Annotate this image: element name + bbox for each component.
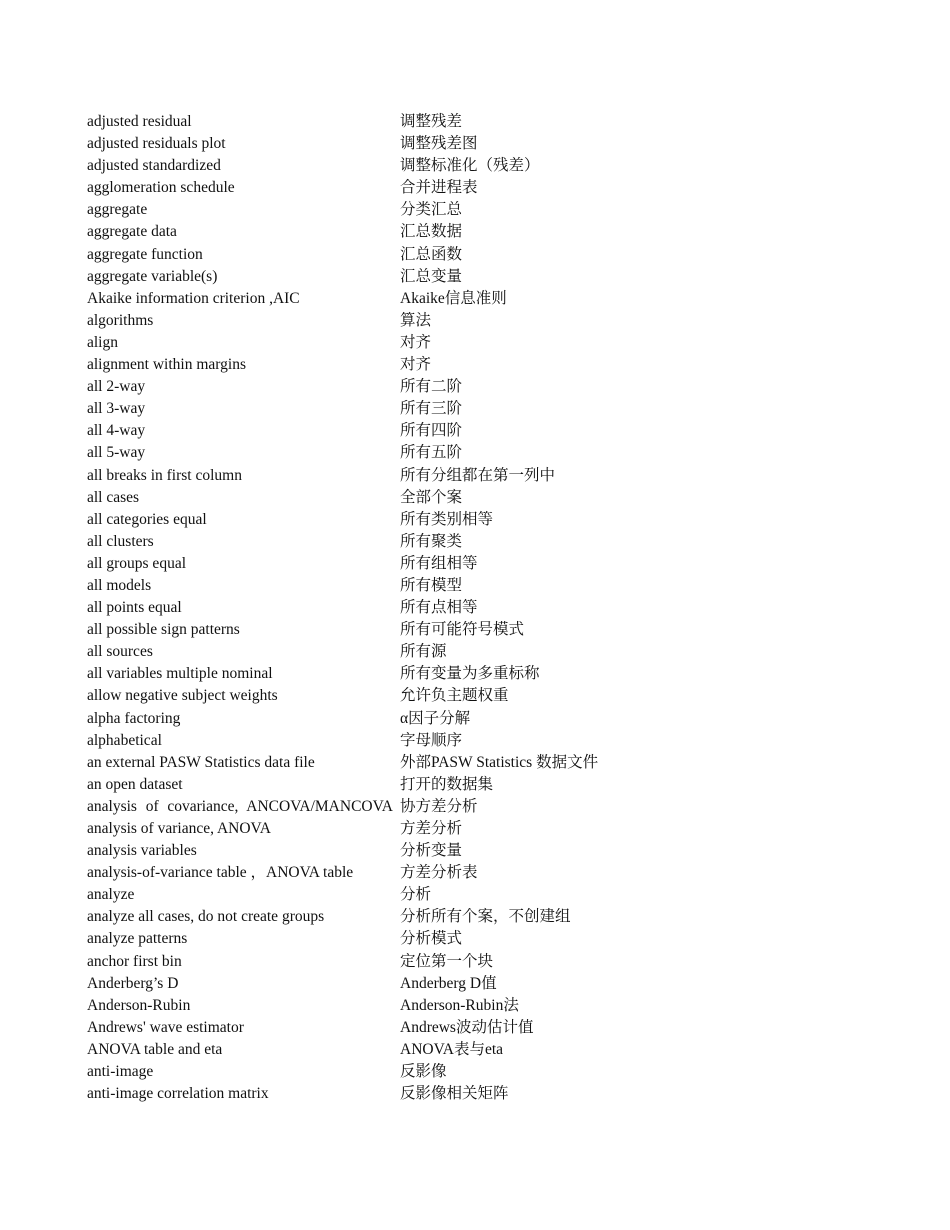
chinese-term: 反影像相关矩阵 <box>400 1085 509 1103</box>
english-term: Anderberg’s D <box>87 974 179 992</box>
english-term: all 4-way <box>87 422 146 440</box>
english-term: adjusted residual <box>87 113 192 130</box>
english-term: analyze patterns <box>87 930 188 948</box>
english-term: an external PASW Statistics data file <box>87 753 315 771</box>
glossary-row <box>87 752 647 774</box>
glossary-row <box>87 685 647 707</box>
english-term: anti-image correlation matrix <box>87 1085 269 1103</box>
english-term: aggregate data <box>87 223 177 241</box>
glossary-row <box>87 796 647 818</box>
glossary-row <box>87 244 647 266</box>
glossary-row <box>87 442 647 464</box>
chinese-term: 所有三阶 <box>400 400 463 418</box>
chinese-term: 所有模型 <box>400 576 463 594</box>
glossary-row <box>87 310 647 332</box>
chinese-term: 汇总函数 <box>400 245 463 263</box>
chinese-term: 所有变量为多重标称 <box>400 665 540 683</box>
english-term: analyze <box>87 886 135 904</box>
chinese-term: 协方差分析 <box>400 797 478 815</box>
english-term: align <box>87 333 118 351</box>
glossary-row <box>87 619 647 641</box>
chinese-term: 全部个案 <box>400 488 463 506</box>
chinese-term: ANOVA表与eta <box>400 1040 504 1058</box>
glossary-row <box>87 487 647 509</box>
english-term: all breaks in first column <box>87 466 242 484</box>
chinese-term: 所有五阶 <box>400 444 463 462</box>
english-term: Akaike information criterion ,AIC <box>87 289 300 307</box>
chinese-term: Andrews波动估计值 <box>400 1018 534 1036</box>
glossary-row <box>87 1083 647 1105</box>
english-term: ANOVA table and eta <box>87 1040 223 1058</box>
chinese-term: Anderberg D值 <box>400 974 497 992</box>
glossary-row <box>87 818 647 840</box>
glossary-row <box>87 221 647 243</box>
english-term: all possible sign patterns <box>87 621 240 639</box>
english-term: all models <box>87 576 152 594</box>
english-term: adjusted standardized <box>87 157 221 175</box>
chinese-term: 分类汇总 <box>400 201 463 219</box>
glossary-row <box>87 663 647 685</box>
chinese-term: 字母顺序 <box>400 731 463 749</box>
english-term: anchor first bin <box>87 952 182 970</box>
glossary-row <box>87 266 647 288</box>
english-term: aggregate function <box>87 245 203 263</box>
english-term: Anderson-Rubin <box>87 996 191 1014</box>
chinese-term: 外部PASW Statistics 数据文件 <box>400 753 599 771</box>
english-term: all variables multiple nominal <box>87 665 273 683</box>
glossary-row <box>87 730 647 752</box>
english-term: all groups equal <box>87 554 187 572</box>
english-term: algorithms <box>87 311 154 329</box>
chinese-term: 允许负主题权重 <box>400 687 509 705</box>
glossary-row <box>87 553 647 575</box>
glossary-row <box>87 597 647 619</box>
chinese-term: Akaike信息准则 <box>400 289 507 307</box>
glossary-row <box>87 708 647 730</box>
chinese-term: 所有组相等 <box>400 554 478 572</box>
english-term: all sources <box>87 643 153 661</box>
chinese-term: 所有可能符号模式 <box>400 621 525 639</box>
glossary-row <box>87 840 647 862</box>
chinese-term: 定位第一个块 <box>400 952 494 970</box>
english-term: anti-image <box>87 1063 154 1081</box>
english-term: analysis variables <box>87 842 197 860</box>
glossary-row <box>87 398 647 420</box>
glossary-row <box>87 111 647 133</box>
chinese-term: 所有聚类 <box>400 532 463 550</box>
chinese-term: 对齐 <box>400 356 432 374</box>
glossary-row <box>87 884 647 906</box>
glossary-row <box>87 973 647 995</box>
chinese-term: 反影像 <box>400 1063 447 1081</box>
chinese-term: Anderson-Rubin法 <box>400 996 519 1014</box>
glossary-row <box>87 133 647 155</box>
chinese-term: 方差分析表 <box>400 864 478 882</box>
english-term: all clusters <box>87 532 154 550</box>
chinese-term: 汇总数据 <box>400 223 463 241</box>
glossary-row <box>87 995 647 1017</box>
glossary-row <box>87 531 647 553</box>
chinese-term: 分析变量 <box>400 842 463 860</box>
glossary-row <box>87 575 647 597</box>
chinese-term: 分析 <box>400 886 432 904</box>
glossary-row <box>87 951 647 973</box>
glossary-row <box>87 1061 647 1083</box>
chinese-term: 所有类别相等 <box>400 510 494 528</box>
glossary-row <box>87 509 647 531</box>
glossary-row <box>87 354 647 376</box>
english-term: all points equal <box>87 599 182 617</box>
glossary-row <box>87 862 647 884</box>
chinese-term: 所有四阶 <box>400 422 463 440</box>
glossary-row <box>87 177 647 199</box>
chinese-term: 调整残差 <box>400 113 463 130</box>
chinese-term: 调整标准化（残差） <box>400 157 540 175</box>
glossary-row <box>87 420 647 442</box>
chinese-term: α因子分解 <box>400 709 471 727</box>
english-term: all 2-way <box>87 378 146 396</box>
english-term: aggregate variable(s) <box>87 267 218 285</box>
english-term: alphabetical <box>87 731 162 749</box>
english-term: Andrews' wave estimator <box>87 1018 244 1036</box>
english-term: alignment within margins <box>87 356 247 374</box>
chinese-term: 方差分析 <box>400 820 463 837</box>
chinese-term: 调整残差图 <box>400 135 478 153</box>
glossary-row <box>87 376 647 398</box>
english-term: all categories equal <box>87 510 207 528</box>
chinese-term: 汇总变量 <box>400 267 463 285</box>
chinese-term: 所有源 <box>400 643 447 661</box>
english-term: analyze all cases, do not create groups <box>87 908 325 926</box>
english-term: agglomeration schedule <box>87 179 235 197</box>
glossary-row <box>87 288 647 310</box>
chinese-term: 合并进程表 <box>400 179 478 197</box>
chinese-term: 分析所有个案，不创建组 <box>400 908 571 926</box>
glossary-row <box>87 332 647 354</box>
chinese-term: 所有点相等 <box>400 599 478 617</box>
english-term: alpha factoring <box>87 709 181 727</box>
english-term: analysis of covariance, ANCOVA/MANCOVA <box>87 797 393 815</box>
glossary-row <box>87 906 647 928</box>
chinese-term: 对齐 <box>400 333 432 351</box>
english-term: all 5-way <box>87 444 146 462</box>
english-term: an open dataset <box>87 775 183 793</box>
english-term: all cases <box>87 488 140 506</box>
glossary-row <box>87 465 647 487</box>
glossary-row <box>87 774 647 796</box>
glossary-row <box>87 641 647 663</box>
glossary-row <box>87 1017 647 1039</box>
chinese-term: 所有二阶 <box>400 378 463 396</box>
english-term: analysis-of-variance table ，ANOVA table <box>87 864 354 882</box>
glossary-row <box>87 1039 647 1061</box>
english-term: all 3-way <box>87 400 146 418</box>
chinese-term: 所有分组都在第一列中 <box>400 466 556 484</box>
glossary-row <box>87 199 647 221</box>
glossary-row <box>87 155 647 177</box>
english-term: aggregate <box>87 201 148 219</box>
chinese-term: 算法 <box>400 311 432 329</box>
glossary-row <box>87 928 647 950</box>
english-term: adjusted residuals plot <box>87 135 226 153</box>
chinese-term: 打开的数据集 <box>400 775 494 793</box>
chinese-term: 分析模式 <box>400 930 463 948</box>
english-term: allow negative subject weights <box>87 687 278 705</box>
glossary-list <box>87 111 647 1105</box>
english-term: analysis of variance, ANOVA <box>87 820 271 837</box>
